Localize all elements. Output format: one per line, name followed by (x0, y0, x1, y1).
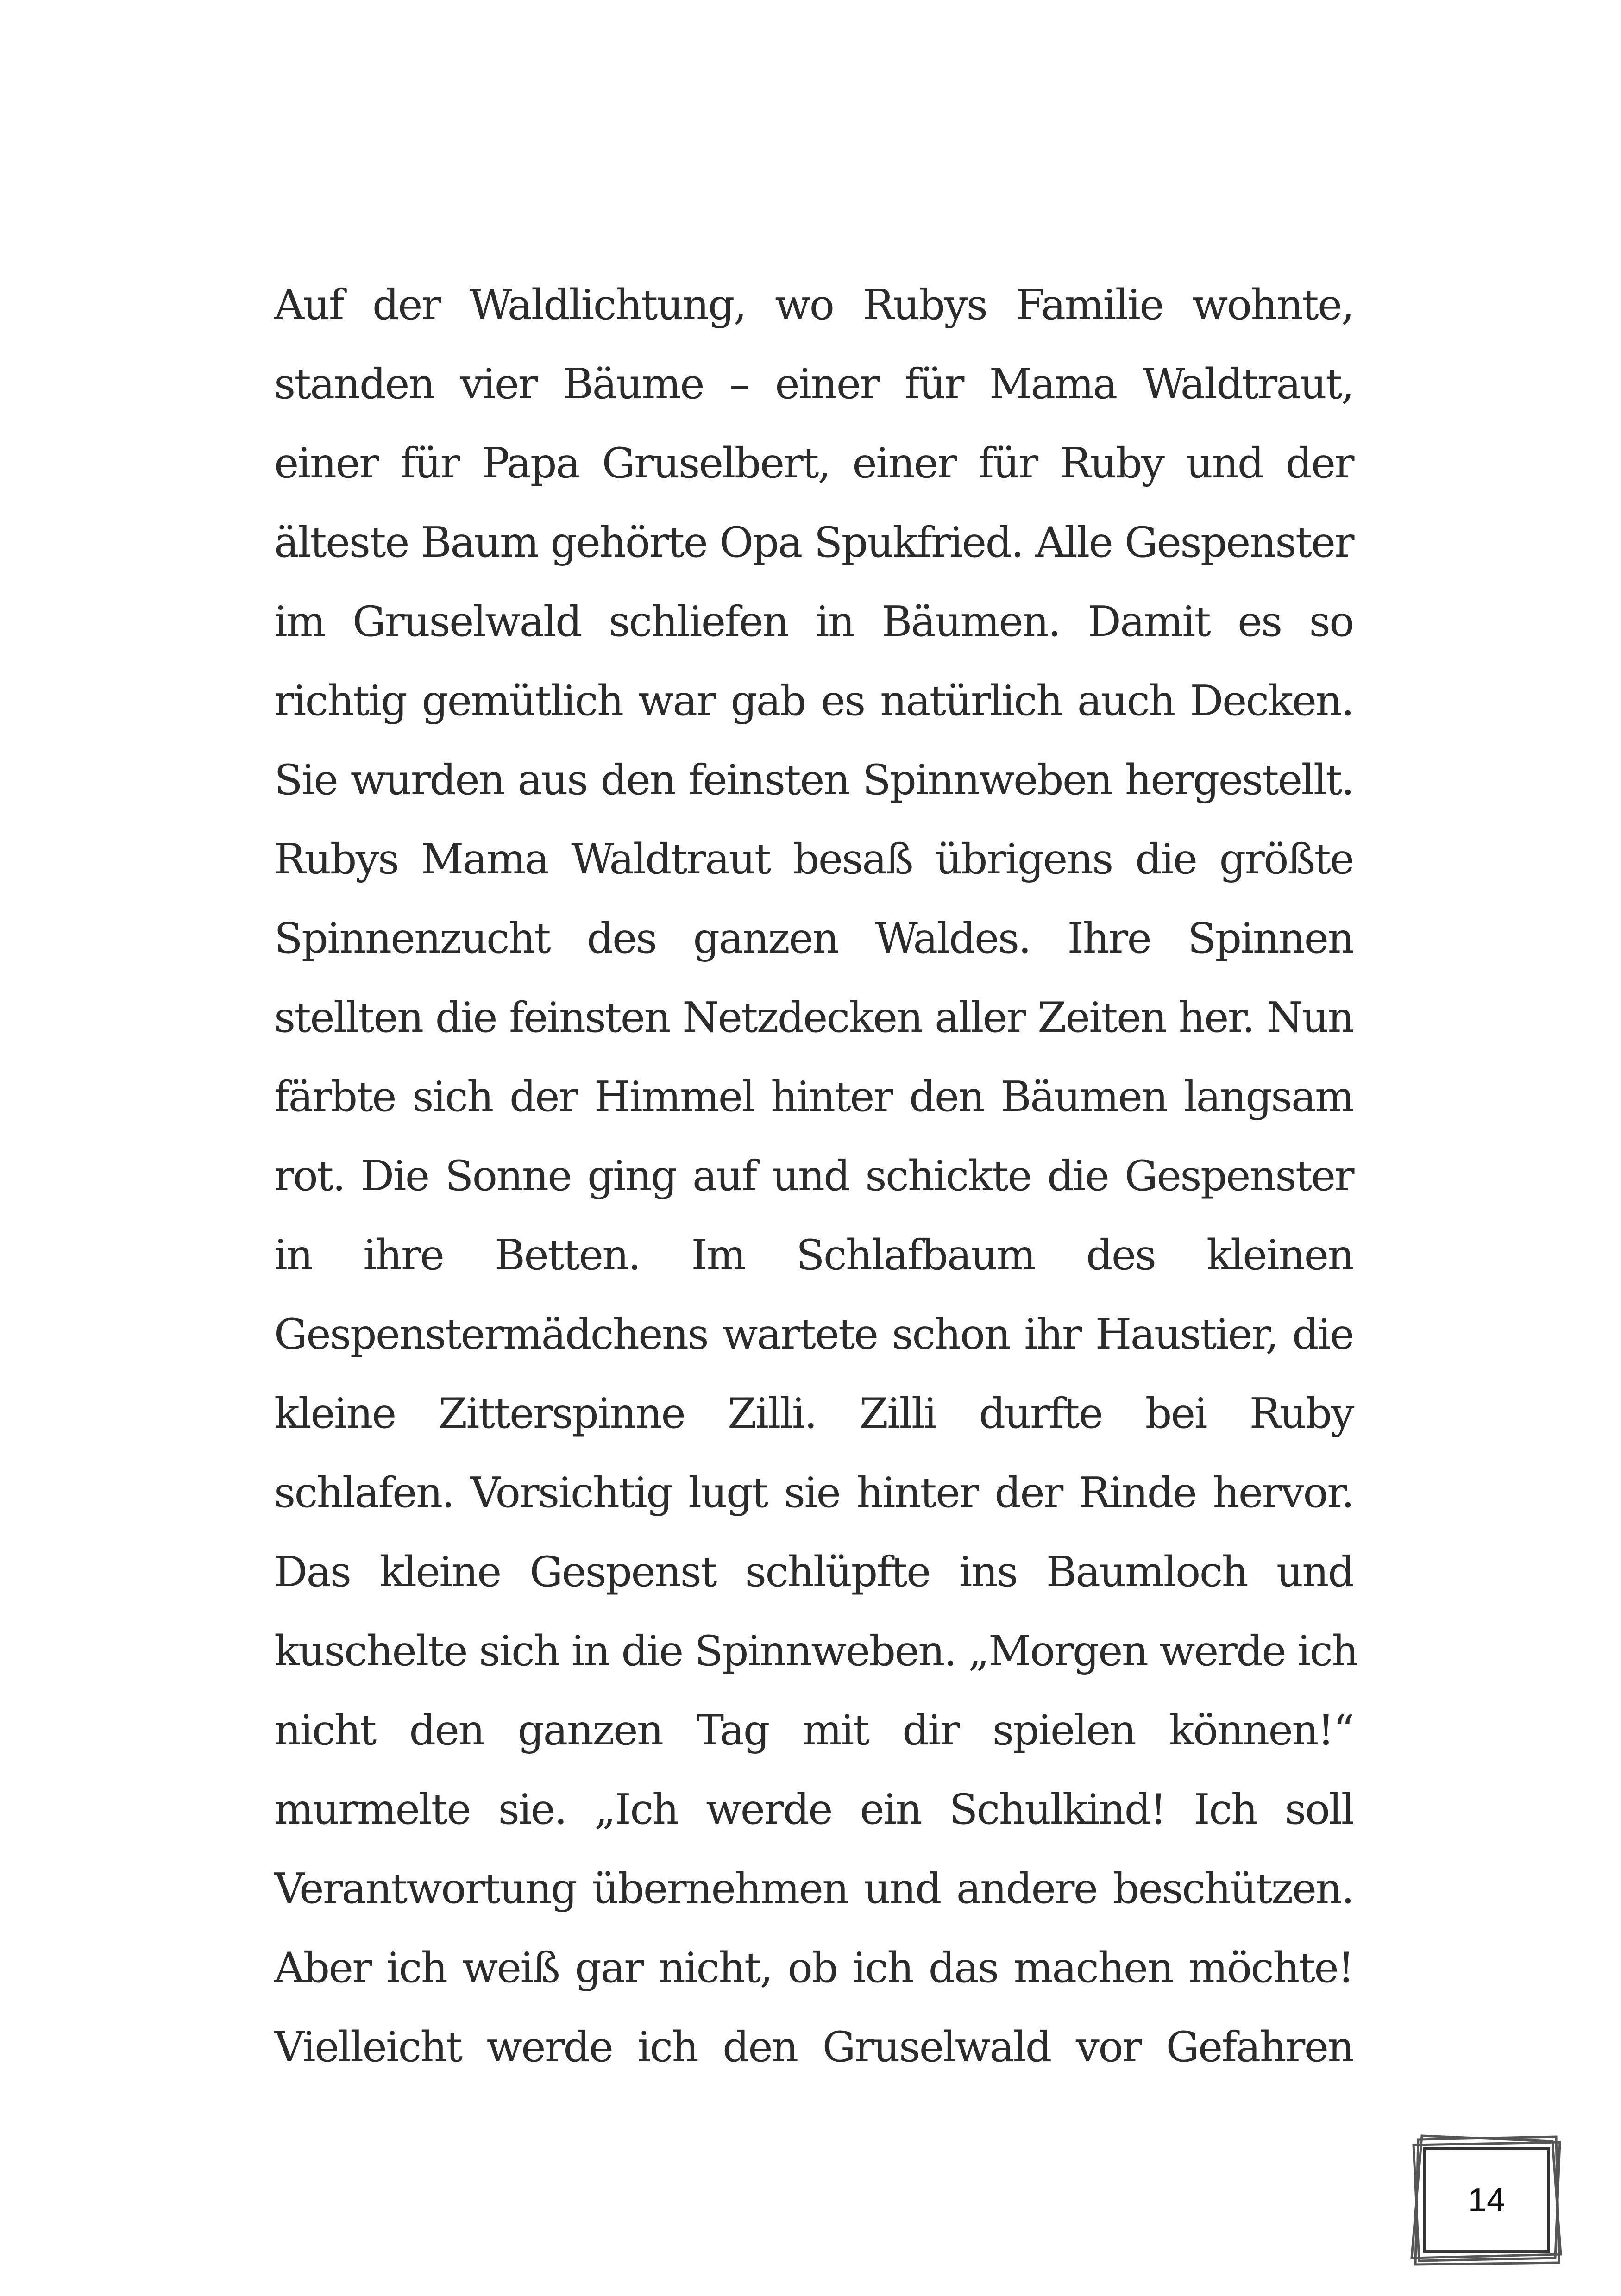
text-line: Rubys Mama Waldtraut besaß übrigens die größte (274, 835, 1353, 884)
text-line: Auf der Waldlichtung, wo Rubys Familie wohnte, (274, 281, 1353, 329)
text-line: Spinnenzucht des ganzen Waldes. Ihre Spinnen (274, 914, 1353, 963)
text-line: einer für Papa Gruselbert, einer für Ruby und der (274, 439, 1353, 488)
text-line: kleine Zitterspinne Zilli. Zilli durfte bei Ruby (274, 1389, 1353, 1438)
page-number-frame (1408, 2133, 1565, 2267)
text-line: Verantwortung übernehmen und andere beschützen. (274, 1864, 1353, 1913)
text-line: schlafen. Vorsichtig lugt sie hinter der Rinde hervor. (274, 1468, 1353, 1517)
text-line: Das kleine Gespenst schlüpfte ins Baumloch und (274, 1548, 1353, 1596)
text-line: murmelte sie. „Ich werde ein Schulkind! Ich soll (274, 1785, 1353, 1834)
text-line: nicht den ganzen Tag mit dir spielen können!“ (274, 1706, 1353, 1755)
text-line: älteste Baum gehörte Opa Spukfried. Alle Gespenster (274, 518, 1353, 567)
text-line: kuschelte sich in die Spinnweben. „Morgen werde ich (274, 1627, 1357, 1675)
text-line: im Gruselwald schliefen in Bäumen. Damit es so (274, 597, 1353, 646)
text-line: rot. Die Sonne ging auf und schickte die Gespenster (274, 1152, 1353, 1200)
text-line: richtig gemütlich war gab es natürlich auch Decken. (274, 677, 1353, 725)
text-line: Aber ich weiß gar nicht, ob ich das machen möchte! (274, 1944, 1353, 1992)
text-line: stellten die feinsten Netzdecken aller Zeiten her. Nun (274, 993, 1353, 1042)
text-line: Sie wurden aus den feinsten Spinnweben hergestellt. (274, 756, 1353, 804)
text-line: Vielleicht werde ich den Gruselwald vor Gefahren (274, 2023, 1353, 2071)
text-line: färbte sich der Himmel hinter den Bäumen langsam (274, 1073, 1353, 1121)
text-line: in ihre Betten. Im Schlafbaum des kleinen (274, 1231, 1353, 1280)
text-line: standen vier Bäume – einer für Mama Waldtraut, (274, 360, 1353, 408)
body-text (274, 265, 1357, 2087)
page-number: 14 (1468, 2182, 1506, 2219)
text-line: Gespenstermädchens wartete schon ihr Haustier, die (274, 1310, 1353, 1359)
